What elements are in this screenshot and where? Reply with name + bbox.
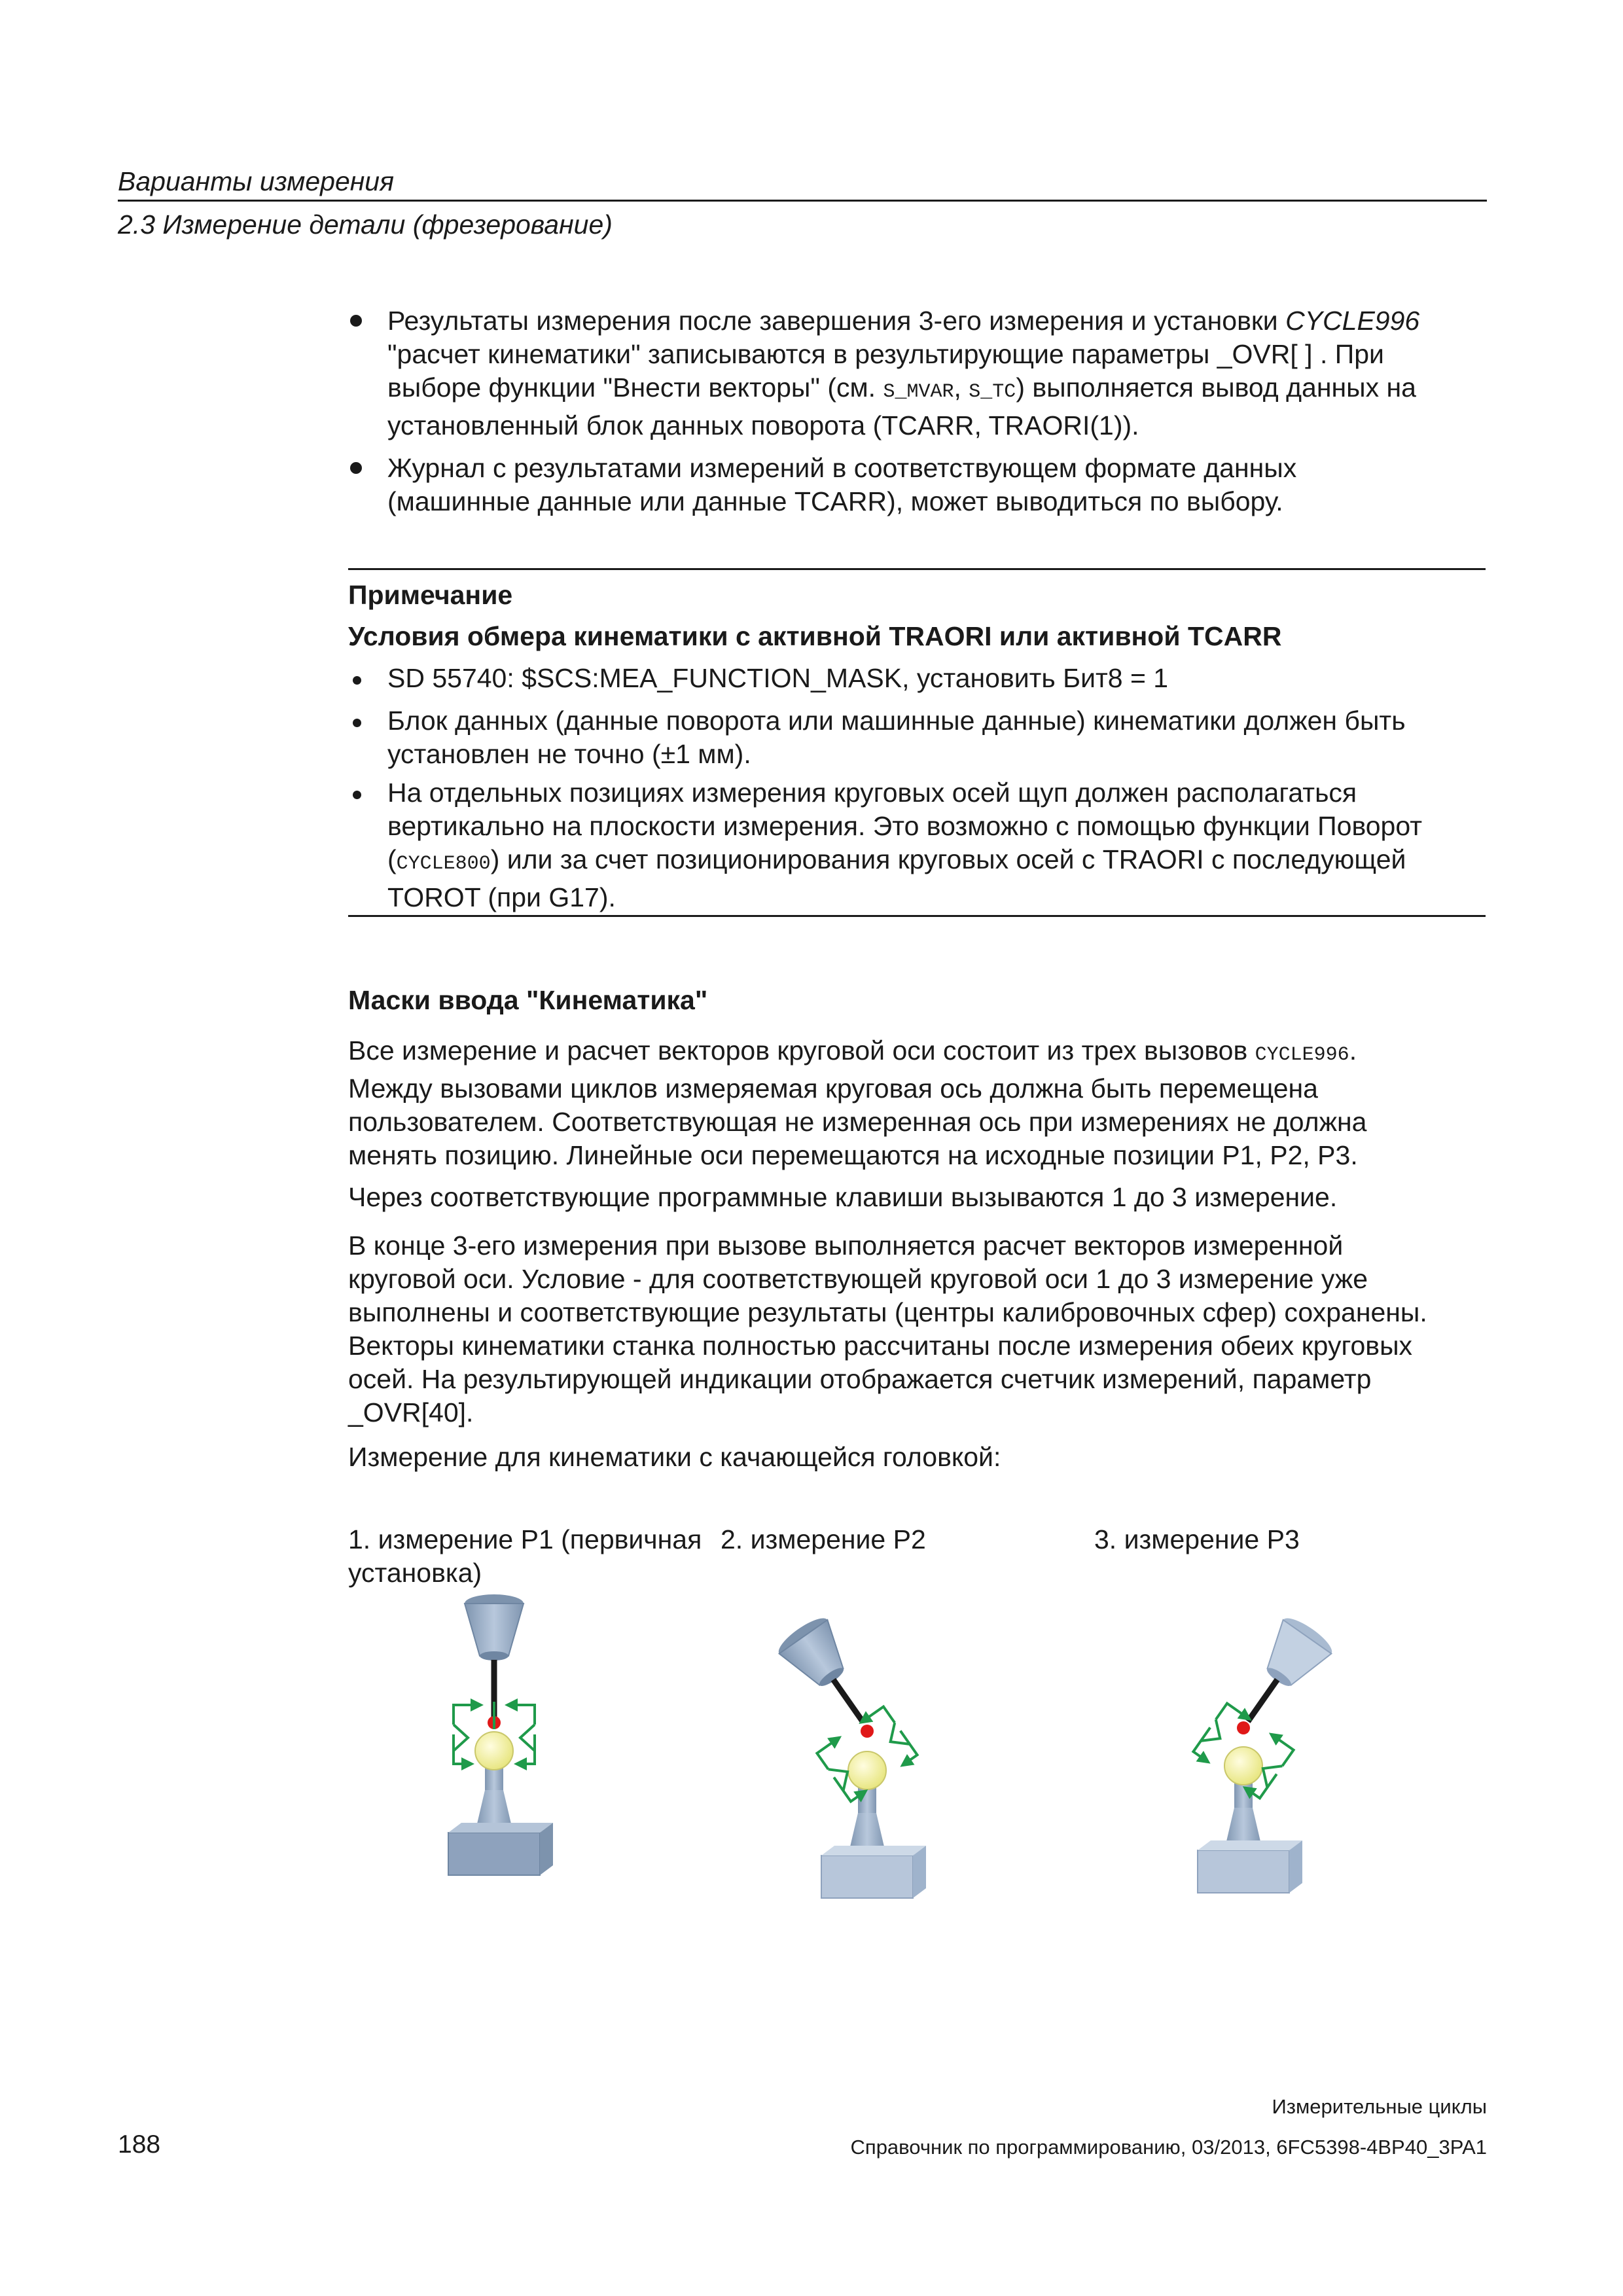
calibration-sphere [1224,1747,1262,1785]
kinematics-figure-3 [1193,1612,1336,1893]
para-3-line-4: Векторы кинематики станка полностью рассчитаны после измерения обеих круговых [348,1331,1413,1361]
para-1-line-2: Между вызовами циклов измеряемая круговая ось должна быть перемещена [348,1073,1318,1103]
note-item-2-line-2: установлен не точно (±1 мм). [387,739,751,769]
cycle-name: CYCLE996 [1285,306,1420,336]
swivel-head [1224,1612,1336,1738]
note-item-1: SD 55740: $SCS:MEA_FUNCTION_MASK, установить Бит8 = 1 [387,663,1169,693]
caption-1-line-1: 1. измерение P1 (первичная [348,1524,702,1554]
page-number: 188 [118,2130,161,2159]
footer-book-title: Измерительные циклы [1272,2095,1487,2118]
para-1-line-3: пользователем. Соответствующая не измеренная ось при измерениях не должна [348,1107,1367,1137]
bullet-1-text-c: выборе функции "Внести векторы" (см. [387,372,883,403]
para-3-line-1: В конце 3-его измерения при вызове выполняется расчет векторов измеренной [348,1230,1344,1261]
swivel-head [774,1612,887,1738]
period: . [1349,1035,1357,1066]
note-item-3-line-1: На отдельных позициях измерения круговых осей щуп должен располагаться [387,778,1357,808]
kinematics-figure-1 [448,1594,553,1875]
note-item-3-line-3: ) или за счет позиционирования круговых осей с TRAORI с последующей [490,844,1406,874]
figure-caption-3: 3. измерение P3 [1094,1524,1300,1554]
pedestal-base-top [448,1823,553,1833]
para-3-line-3: выполнены и соответствующие результаты (центры калибровочных сфер) сохранены. [348,1297,1427,1327]
probe-tip [861,1725,874,1738]
masks-paragraph-4: Измерение для кинематики с качающейся головкой: [348,1442,1001,1472]
code-cycle996: CYCLE996 [1255,1044,1349,1066]
code-s-tc: S_TC [969,381,1016,403]
probe-tip [1237,1721,1250,1734]
bullet-2-line-2: (машинные данные или данные TCARR), может выводиться по выбору. [387,486,1283,516]
para-1-line-4: менять позицию. Линейные оси перемещаются на исходные позиции P1, P2, P3. [348,1140,1358,1170]
calibration-sphere [848,1751,886,1789]
para-3-line-6: _OVR[40]. [348,1397,474,1427]
pedestal-base [1198,1850,1289,1893]
pedestal-base-top [1198,1840,1302,1850]
caption-1-line-2: установка) [348,1558,482,1588]
paren-open: ( [387,844,397,874]
running-header-section: 2.3 Измерение детали (фрезерование) [118,209,613,240]
bullet-1-text-e: установленный блок данных поворота (TCARR, TRAORI(1)). [387,410,1139,440]
kinematics-figure-2 [774,1612,926,1898]
code-s-mvar: S_MVAR [883,381,954,403]
note-title: Примечание [348,580,513,610]
para-3-line-2: круговой оси. Условие - для соответствующей круговой оси 1 до 3 измерение уже [348,1264,1368,1294]
separator: , [954,372,969,403]
calibration-sphere [475,1732,513,1770]
figure-caption-2: 2. измерение P2 [721,1524,926,1554]
para-3-line-5: осей. На результирующей индикации отображается счетчик измерений, параметр [348,1364,1372,1394]
para-1-line-1: Все измерение и расчет векторов круговой оси состоит из трех вызовов [348,1035,1255,1066]
bullet-1-text-b: "расчет кинематики" записываются в результирующие параметры _OVR[ ] . При [387,339,1384,369]
footer-reference: Справочник по программированию, 03/2013, 6FC5398-4BP40_3PA1 [850,2136,1487,2159]
note-subtitle: Условия обмера кинематики с активной TRAORI или активной TCARR [348,621,1282,651]
pedestal-base-top [821,1846,926,1856]
bullet-1-text-a: Результаты измерения после завершения 3-его измерения и установки [387,306,1286,336]
bullet-1-text-d: ) выполняется вывод данных на [1016,372,1416,403]
masks-paragraph-2: Через соответствующие программные клавиши вызываются 1 до 3 измерение. [348,1182,1338,1212]
note-item-2-line-1: Блок данных (данные поворота или машинные данные) кинематики должен быть [387,706,1406,736]
code-cycle800: CYCLE800 [396,853,491,875]
pedestal-base [821,1856,913,1898]
note-item-3-line-4: TOROT (при G17). [387,882,616,912]
section-heading: Маски ввода "Кинематика" [348,985,708,1015]
running-header-chapter: Варианты измерения [118,166,395,196]
note-item-3-line-2: вертикально на плоскости измерения. Это возможно с помощью функции Поворот [387,811,1423,841]
pedestal-base [448,1833,540,1875]
bullet-2-line-1: Журнал с результатами измерений в соответствующем формате данных [387,453,1297,483]
